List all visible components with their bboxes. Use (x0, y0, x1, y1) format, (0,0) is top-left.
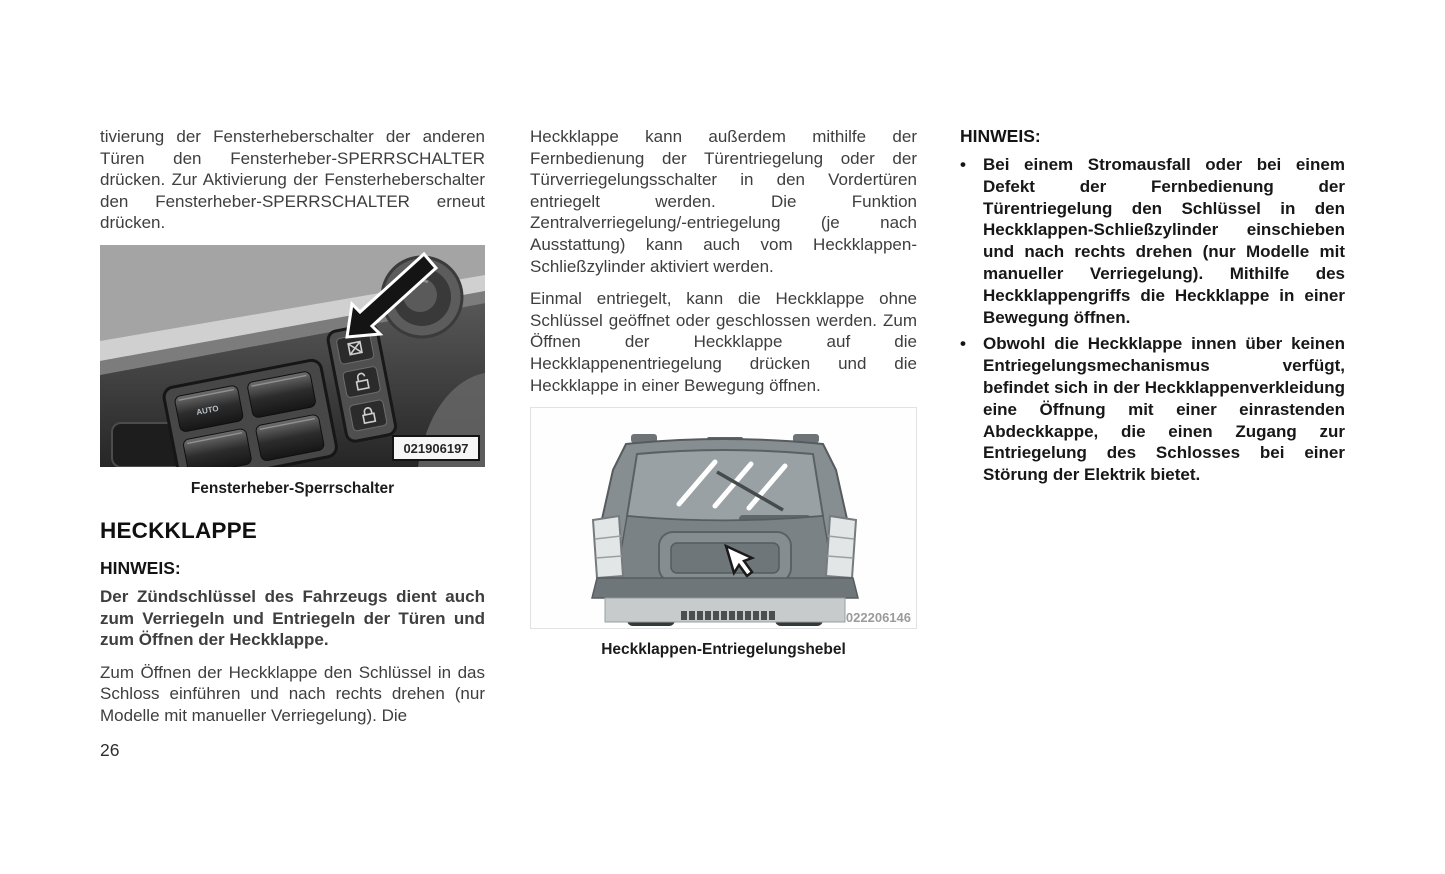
auto-switch-label: AUTO (195, 403, 220, 417)
bullet-item (960, 333, 1345, 486)
paragraph-window-lock-continuation: tivierung der Fensterheberschalter der anderen Türen den Fensterheber-SPERRSCHALTER drücken. Zur Aktivierung der Fensterheberschalter den Fensterheber-SPERRSCHALTER erneut drücken. (100, 127, 485, 233)
figure-code: 022206146 (845, 610, 911, 626)
figure-window-lock-switch (100, 245, 485, 467)
figure-caption: Heckklappen-Entriegelungshebel (601, 641, 846, 659)
license-plate-area (671, 543, 779, 573)
bullet-item (960, 154, 1345, 328)
figure-caption: Fensterheber-Sperrschalter (190, 479, 395, 497)
paragraph-open-liftgate: Zum Öffnen der Heckklappe den Schlüssel in das Schloss einführen und nach rechts drehen (nur Modelle mit manueller Verriegelung). Die (100, 662, 485, 725)
left-column (100, 126, 485, 761)
paragraph-liftgate-remote: Heckklappe kann außerdem mithilfe der Fernbedienung der Türentriegelung oder der Türverriegelungsschalter in den Vordertüren entriegelt werden. Die Funktion Zentralverriegelung/-entriegelung (je nach Ausstattung) kann auch vom Heckklappen-Schließzylinder aktiviert werden. (530, 127, 917, 276)
middle-column (530, 126, 917, 761)
rear-window (627, 450, 823, 521)
bullet-text-manual-release: Obwohl die Heckklappe innen über keinen Entriegelungsmechanismus verfügt, befindet sich in der Heckklappenverkleidung eine Öffnung mit einer einrastenden Abdeckkappe, die einen Zugang zur Entriegelung des Schlosses bei einer Störung der Elektrik bietet. (983, 334, 1345, 485)
figure-code: 021906197 (403, 440, 469, 456)
door-panel-photo (100, 245, 485, 467)
figure-liftgate-release (530, 407, 917, 629)
page-number: 26 (100, 739, 120, 760)
note-label: HINWEIS: (100, 557, 181, 578)
bumper-upper (592, 578, 858, 598)
bullet-marker: • (960, 155, 966, 174)
section-heading: HECKKLAPPE (100, 517, 258, 543)
paragraph-liftgate-open: Einmal entriegelt, kann die Heckklappe ohne Schlüssel geöffnet oder geschlossen werden. Zum Öffnen der Heckklappe auf die Heckklappenentriegelung drücken und die Heckklappe in einer Bewegung öffnen. (530, 289, 917, 395)
taillight-left (593, 516, 623, 578)
note-label: HINWEIS: (960, 126, 1041, 146)
vehicle-rear-illustration (531, 408, 916, 628)
note-paragraph: Der Zündschlüssel des Fahrzeugs dient auch zum Verriegeln und Entriegeln der Türen und zum Öffnen der Heckklappe. (100, 586, 485, 650)
bullet-marker: • (960, 334, 966, 354)
bullet-text-power-failure: Bei einem Stromausfall oder bei einem Defekt der Fernbedienung der Türentriegelung den Schlüssel in den Heckklappen-Schließzylinder einschieben und nach rechts drehen (nur Modelle mit manueller Verriegelung). Mithilfe des Heckklappengriffs die Heckklappe in einer Bewegung öffnen. (983, 155, 1345, 327)
right-column (960, 126, 1345, 761)
taillight-right (826, 516, 856, 578)
